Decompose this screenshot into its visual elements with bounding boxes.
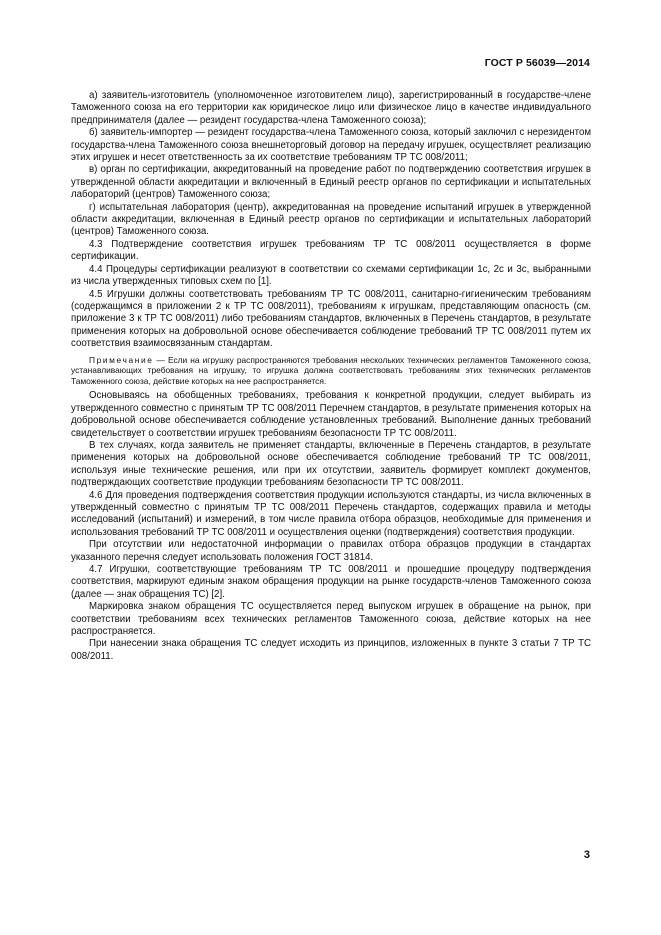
paragraph-applicant-manufacturer: а) заявитель-изготовитель (уполномоченное изготовителем лицо), зарегистрированный в государстве-члене Таможенного союза на его территории как юридическое лицо или физическое лицо в качестве индивидуального предпринимателя (далее — резидент государства-члена Таможенного союза); (71, 90, 591, 126)
document-code-header: ГОСТ Р 56039—2014 (484, 57, 590, 69)
paragraph-marking: Маркировка знаком обращения ТС осуществляется перед выпуском игрушек в обращение на рынок, при соответствии требованиям всех технических регламентов Таможенного союза, действие которых на нее распространяется. (71, 601, 591, 638)
paragraph-testing-laboratory: г) испытательная лаборатория (центр), аккредитованная на проведение испытаний игрушек в утвержденной области аккредитации, включенная в Единый реестр органов по сертификации и испытательных лабораторий (центров) Таможенного союза. (71, 201, 591, 238)
paragraph-general-requirements: Основываясь на обобщенных требованиях, требования к конкретной продукции, следует выбирать из утвержденного совместно с принятым ТР ТС 008/2011 Перечнем стандартов, в результате применения которых на добровольной основе обеспечивается соблюдение установленных требований. Выполнение данных требований свидетельствует о соответствии игрушек требованиям безопасности ТР ТС 008/2011. (71, 390, 591, 439)
note-label: Примечание (89, 354, 154, 365)
paragraph-marking-principles: При нанесении знака обращения ТС следует исходить из принципов, изложенных в пункте 3 статьи 7 ТР ТС 008/2011. (71, 638, 591, 662)
clause-4-4: 4.4 Процедуры сертификации реализуют в соответствии со схемами сертификации 1с, 2с и 3с, выбранными из числа утвержденных типовых схем по [1]. (71, 263, 591, 288)
document-body (71, 90, 591, 663)
paragraph-no-standards-applied: В тех случаях, когда заявитель не применяет стандарты, включенные в Перечень стандартов, в результате применения которых на добровольной основе обеспечивается соблюдение требований ТР ТС 008/2011, используя иные технические решения, или при их отсутствии, заявитель формирует комплект документов, подтверждающих соответствие продукции требованиям безопасности ТР ТС 008/2011. (71, 439, 591, 489)
paragraph-sampling-rules: При отсутствии или недостаточной информации о правилах отбора образцов продукции в стандартах указанного перечня следует использовать положения ГОСТ 31814. (71, 539, 591, 563)
note-text: — Если на игрушку распространяются требования нескольких технических регламентов Таможенного союза, устанавливающих требования на игрушку, то игрушка должна соответствовать требованиям этих технических регламентов Таможенного союза, действие которых на нее распространяется. (71, 354, 591, 386)
paragraph-applicant-importer: б) заявитель-импортер — резидент государства-члена Таможенного союза, который заключил с нерезидентом государства-члена Таможенного союза внешнеторговый договор на передачу игрушек, осуществляет реализацию этих игрушек и несет ответственность за их соответствие требованиям ТР ТС 008/2011; (71, 127, 591, 164)
clause-4-5: 4.5 Игрушки должны соответствовать требованиям ТР ТС 008/2011, санитарно-гигиеническим требованиям (содержащимся в приложении 2 к ТР ТС 008/2011), требованиям к игрушкам, представляющим опасность (см. приложение 3 к ТР ТС 008/2011) либо требованиям стандартов, включенных в Перечень стандартов, в результате применения которых на добровольной основе обеспечивается соблюдение требований ТР ТС 008/2011 путем их соответствия взаимосвязанным стандартам. (71, 288, 591, 350)
paragraph-certification-body: в) орган по сертификации, аккредитованный на проведение работ по подтверждению соответствия игрушек в утвержденной области аккредитации и включенный в Единый реестр органов по сертификации и испытательных лабораторий (центров) Таможенного союза; (71, 164, 591, 201)
note-block (71, 355, 591, 387)
page-number: 3 (583, 849, 590, 861)
clause-4-7: 4.7 Игрушки, соответствующие требованиям ТР ТС 008/2011 и прошедшие процедуру подтверждения соответствия, маркируют единым знаком обращения продукции на рынке государств-членов Таможенного союза (далее — знак обращения ТС) [2]. (71, 564, 591, 600)
clause-4-3: 4.3 Подтверждение соответствия игрушек требованиям ТР ТС 008/2011 осуществляется в форме сертификации. (71, 238, 591, 263)
clause-4-6: 4.6 Для проведения подтверждения соответствия продукции используются стандарты, из числа включенных в утвержденный совместно с принятым ТР ТС 008/2011 Перечень стандартов, содержащих правила и методы исследований (испытаний) и измерений, в том числе правила отбора образцов, необходимые для применения и использования требований ТР ТС 008/2011 и осуществления оценки (подтверждения) соответствия продукции. (71, 489, 591, 538)
